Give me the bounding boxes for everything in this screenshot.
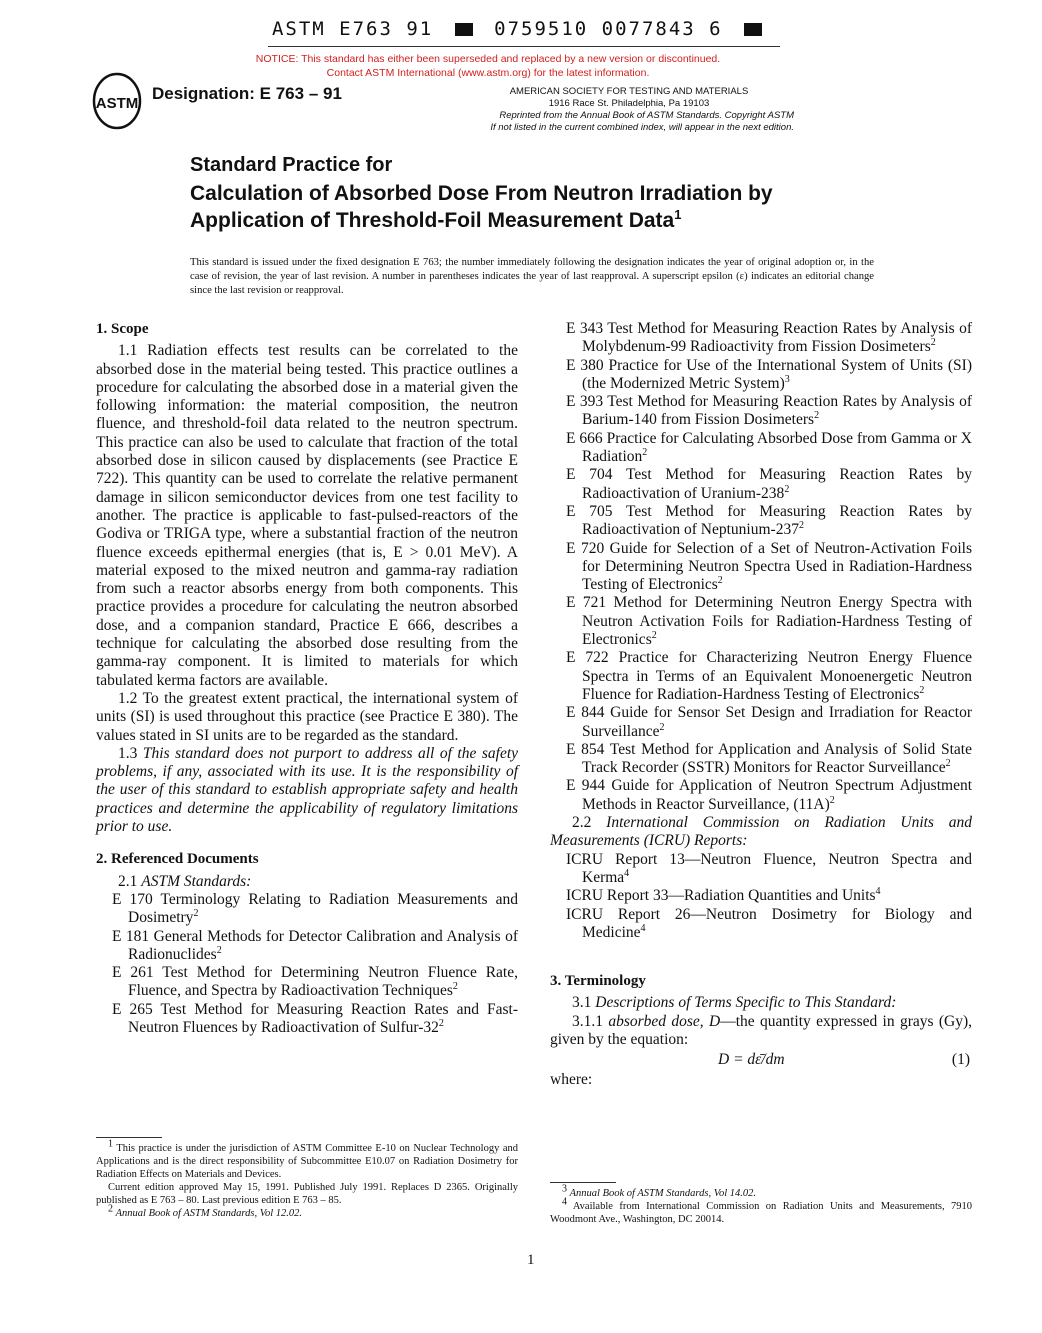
society-address [500,86,758,109]
reference-item: E 380 Practice for Use of the International System of Units (SI) (the Modernized Metric System)$^3$ [566,356,972,392]
page-title [190,180,890,234]
terminology-sub1-text: Descriptions of Terms Specific to This Standard: [595,994,897,1012]
footnote: $^2$ Annual Book of ASTM Standards, Vol 12.02. [108,1203,302,1219]
icru-reference-list [550,851,972,942]
right-reference-list [550,320,972,814]
refdocs-sub2-text: International Commission on Radiation Units and Measurements (ICRU) Reports: [550,814,972,850]
refdocs-heading: 2. Referenced Documents [96,851,259,868]
footnote: Current edition approved May 15, 1991. Published July 1991. Replaces D 2365. Originally published as E 763 – 80. Last previous edition E 763 – 85. [96,1182,518,1206]
footnote-rule [96,1137,162,1138]
footnote: $^4$ Available from International Commission on Radiation Units and Measurements, 7910 Woodmont Ave., Washington, DC 20014. [550,1196,973,1225]
right-footnotes [550,1183,973,1226]
code-left: ASTM E763 91 [271,18,434,40]
reference-item: E 343 Test Method for Measuring Reaction Rates by Analysis of Molybdenum-99 Radioactivity from Fission Dosimeters$^2$ [566,320,972,356]
notice-line-1: NOTICE: This standard has either been superseded and replaced by a new version or discontinued. [255,53,721,65]
equation-number: (1) [951,1051,970,1069]
definition-number: 3.1.1 [572,1012,603,1030]
terminology-sub-label [550,994,972,1012]
reference-item: E 844 Guide for Sensor Set Design and Irradiation for Reactor Surveillance$^2$ [566,704,972,740]
footnote: $^3$ Annual Book of ASTM Standards, Vol 14.02. [562,1183,756,1199]
document-code-line [0,18,1042,40]
reference-item: E 666 Practice for Calculating Absorbed Dose from Gamma or X Radiation$^2$ [566,429,972,466]
footnote-rule [550,1182,616,1183]
footnote: $^1$ This practice is under the jurisdiction of ASTM Committee E-10 on Nuclear Technology and Applications and is the direct responsibility of Subcommittee E10.07 on Radiation Dosimetry for Radiation Effects on Materials and Devices. [96,1138,518,1180]
black-bar-mark [744,23,762,36]
scope-p3-number: 1.3 [118,744,138,762]
reference-item: E 721 Method for Determining Neutron Energy Spectra with Neutron Activation Foils for Radiation-Hardness Testing of Electronics$^2$ [566,594,972,649]
astm-logo-icon [92,72,142,130]
equation-expression: D = dε̄/dm [718,1051,785,1069]
header-rule [268,46,780,47]
equation-1 [550,1051,972,1071]
code-mid: 0759510 0077843 6 [494,18,723,40]
left-reference-list [96,891,518,1037]
reference-item: E 944 Guide for Application of Neutron Spectrum Adjustment Methods in Reactor Surveillance, $(11A)^2$ [566,777,972,813]
icru-reports-label [550,814,972,851]
reference-item: ICRU Report 33—Radiation Quantities and Units$^4$ [566,886,881,905]
left-footnotes [96,1138,518,1220]
reference-item: ICRU Report 13—Neutron Fluence, Neutron Spectra and Kerma$^4$ [566,850,972,886]
reprint-line-1: Reprinted from the Annual Book of ASTM Standards. Copyright ASTM [499,110,794,121]
astm-standards-label [96,873,518,891]
page-number: 1 [527,1252,535,1268]
reference-item: E 720 Guide for Selection of a Set of Neutron-Activation Foils for Determining Neutron Spectra Used in Radiation-Hardness Testing of Electronics$^2$ [566,539,972,594]
scope-paragraph-2: 1.2 To the greatest extent practical, the international system of units (SI) is used throughout this practice (see Practice E 380). The values stated in SI units are to be regarded as the standard. [96,689,518,744]
refdocs-sub1-number: 2.1 [118,872,138,890]
society-name: AMERICAN SOCIETY FOR TESTING AND MATERIALS [509,86,749,97]
black-bar-mark [455,23,473,36]
designation: Designation: E 763 – 91 [152,84,342,103]
title-text: Calculation of Absorbed Dose From Neutron Irradiation by Application of Threshold-Foil Measurement Data [190,182,773,232]
reference-item: E 265 Test Method for Measuring Reaction Rates and Fast-Neutron Fluences by Radioactivation of Sulfur-$32^2$ [112,1000,518,1036]
right-column [550,320,972,1090]
issued-note: This standard is issued under the fixed designation E 763; the number immediately following the designation indicates the year of original adoption or, in the case of revision, the year of last revision. A number in parentheses indicates the year of last reapproval. A superscript epsilon (ε) indicates an editorial change since the last revision or reapproval. [190,257,874,296]
left-column [96,320,518,1037]
title-footnote-mark: 1 [674,207,682,222]
reprint-line-2: If not listed in the current combined index, will appear in the next edition. [490,121,794,133]
reference-item: E 854 Test Method for Application and Analysis of Solid State Track Recorder (SSTR) Monitors for Reactor Surveillance$^2$ [566,740,972,777]
refdocs-sub2-number: 2.2 [572,814,592,832]
terminology-heading: 3. Terminology [550,973,646,990]
reference-item: E 170 Terminology Relating to Radiation Measurements and Dosimetry$^2$ [112,890,518,927]
definition-text: —the quantity expressed in grays (Gy), given by the equation: [550,1012,973,1048]
terminology-sub1-number: 3.1 [572,994,592,1012]
reference-item: E 393 Test Method for Measuring Reaction Rates by Analysis of Barium-140 from Fission Dosimeters$^2$ [566,393,972,429]
supersession-notice [0,52,976,80]
reference-item: E 261 Test Method for Determining Neutron Fluence Rate, Fluence, and Spectra by Radioactivation Techniques$^2$ [112,964,518,1000]
scope-paragraph-3 [96,745,518,836]
title-prefix: Standard Practice for [190,154,393,176]
scope-paragraph-1: 1.1 Radiation effects test results can be correlated to the absorbed dose in the material being tested. This practice outlines a procedure for calculating the absorbed dose in a material given the following information: the material composition, the neutron fluence, and threshold-foil data related to the neutron spectrum. This practice can also be used to calculate that fraction of the total absorbed dose in silicon caused by displacements (see Practice E 722). This quantity can be used to correlate the relative permanent damage in silicon semiconductor devices from one test facility to another. The practice is applicable to fast-pulsed-reactors of the Godiva or TRIGA type, where a substantial fraction of the neutron fluence exceeds epithermal energies (that is, E > 0.01 MeV). A material exposed to the mixed neutron and gamma-ray radiation from such a reactor absorbs energy from both components. This practice provides a procedure for calculating the neutron absorbed dose, and a companion standard, Practice E 666, describes a technique for calculating the absorbed dose resulting from the gamma-ray component. It is limited to materials for which tabulated kerma factors are available. [96,342,518,689]
definition-term: absorbed dose, D [608,1012,721,1030]
refdocs-sub1-text: ASTM Standards: [141,872,252,890]
reference-item: E 181 General Methods for Detector Calibration and Analysis of Radionuclides$^2$ [112,927,518,963]
reference-item: ICRU Report 26—Neutron Dosimetry for Biology and Medicine$^4$ [566,905,972,941]
reference-item: E 704 Test Method for Measuring Reaction Rates by Radioactivation of Uranium-$238^2$ [566,466,972,502]
where-label: where: [550,1071,593,1089]
reference-item: E 705 Test Method for Measuring Reaction Rates by Radioactivation of Neptunium-$237^2$ [566,502,972,539]
reprint-note [430,110,794,133]
society-street: 1916 Race St. Philadelphia, Pa 19103 [548,97,710,109]
scope-heading: 1. Scope [96,321,149,337]
reference-item: E 722 Practice for Characterizing Neutron Energy Fluence Spectra in Terms of an Equivalent Monoenergetic Neutron Fluence for Radiation-Hardness Testing of Electronics$^2$ [566,649,972,703]
scope-p3-text: This standard does not purport to address all of the safety problems, if any, associated with its use. It is the responsibility of the user of this standard to establish appropriate safety and health practices and determine the applicability of regulatory limitations prior to use. [96,744,519,836]
notice-line-2: Contact ASTM International (www.astm.org) for the latest information. [326,67,650,79]
logo-text: ASTM [95,95,139,112]
absorbed-dose-definition [550,1013,972,1050]
